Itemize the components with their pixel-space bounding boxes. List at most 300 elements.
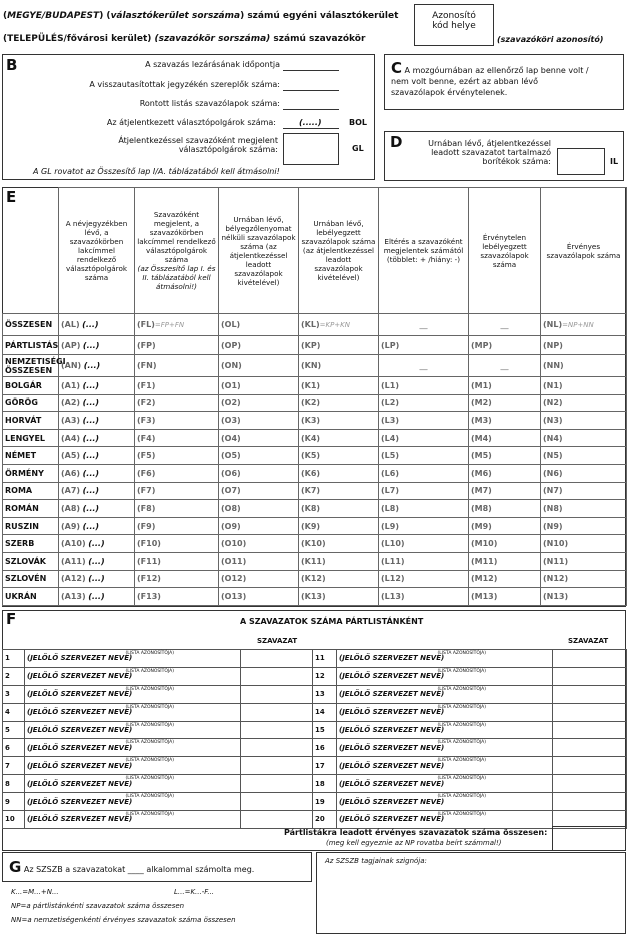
f-votes-cell[interactable] [553,757,627,775]
e-row-label-text: RUSZIN [5,521,39,531]
e-cell-code: (O9) [221,521,241,531]
f-list-id: (LISTA AZONOSÍTÓJA) [437,668,486,674]
d-label-1: Urnában lévő, átjelentkezéssel [428,139,551,148]
e-dash: __ [419,361,428,370]
e-row [3,517,627,535]
b-spoiled-field[interactable] [283,109,339,110]
e-cell[interactable] [59,377,135,395]
e-cell[interactable] [469,500,541,518]
e-cell-code: (M5) [471,451,492,461]
e-cell[interactable] [379,500,469,518]
e-row [3,412,627,430]
e-cell[interactable] [469,535,541,553]
e-cell[interactable] [541,464,627,482]
e-cell[interactable] [379,535,469,553]
e-cell[interactable] [135,447,219,465]
szavazokori-azonosito: (szavazóköri azonosító) [497,35,604,44]
b-gl-field[interactable] [283,133,339,165]
e-cell[interactable] [469,552,541,570]
e-cell-code: (M1) [471,380,492,390]
e-cell[interactable] [541,429,627,447]
f-votes-cell[interactable] [553,739,627,757]
b-gl-label-1: Átjelentkezéssel szavazóként megjelent [118,136,278,145]
e-cell[interactable] [135,336,219,355]
d-il-field[interactable] [557,148,605,175]
e-cell[interactable] [469,570,541,588]
e-cell[interactable] [379,336,469,355]
e-cell[interactable] [59,535,135,553]
e-cell[interactable] [541,588,627,606]
e-cell[interactable] [469,394,541,412]
e-cell[interactable] [541,336,627,355]
f-row-number [313,667,337,685]
e-cell[interactable] [469,517,541,535]
e-cell[interactable] [135,500,219,518]
f-row-number-text: 18 [315,779,325,788]
e-cell-code: (A3) [61,415,81,425]
e-row [3,464,627,482]
f-org-cell[interactable] [25,685,241,703]
e-cell-code: (KL) [301,320,320,329]
f-votes-cell[interactable] [553,775,627,793]
f-org-name: (JELÖLŐ SZERVEZET NEVE) [27,654,133,663]
e-cell[interactable] [219,588,299,606]
f-row-number [313,757,337,775]
e-cell[interactable] [299,336,379,355]
b-spoiled-label: Rontott listás szavazólapok száma: [139,99,280,108]
e-cell-code: (A10) [61,539,86,549]
e-cell-code: (K9) [301,521,321,531]
e-row-label-text: NÉMET [5,451,37,461]
f-list-id: (LISTA AZONOSÍTÓJA) [125,794,174,800]
f-org-cell[interactable] [25,739,241,757]
e-cell-code: (O13) [221,591,247,601]
e-row-label-text: PÁRTLISTÁS [5,340,59,350]
e-cell[interactable] [135,394,219,412]
e-cell[interactable] [469,336,541,355]
e-cell-dash [469,314,541,336]
e-cell[interactable] [59,552,135,570]
f-org-cell[interactable] [25,775,241,793]
f-votes-cell[interactable] [553,685,627,703]
e-row-label [3,570,59,588]
b-rejected-field[interactable] [283,90,339,91]
f-votes-cell[interactable] [553,667,627,685]
e-cell[interactable] [469,447,541,465]
e-cell-code: (M2) [471,398,492,408]
e-cell[interactable] [219,517,299,535]
e-cell[interactable] [299,500,379,518]
f-party-row [3,650,313,668]
f-org-cell[interactable] [337,721,553,739]
e-cell[interactable] [219,429,299,447]
e-cell[interactable] [135,314,219,336]
e-cell-dots[interactable]: (...) [82,433,100,443]
e-cell-dots[interactable]: (...) [88,591,105,601]
f-org-cell[interactable] [337,757,553,775]
e-cell-dash [379,314,469,336]
f-total-note: (meg kell egyeznie az NP rovatba beírt számmal!) [326,839,502,847]
f-votes-cell[interactable] [241,721,313,739]
f-org-cell[interactable] [25,703,241,721]
e-row-label-text: GÖRÖG [5,398,38,408]
f-votes-cell[interactable] [553,721,627,739]
e-cell[interactable] [469,482,541,500]
f-votes-cell[interactable] [241,703,313,721]
e-cell[interactable] [59,570,135,588]
e-cell[interactable] [135,570,219,588]
f-list-id: (LISTA AZONOSÍTÓJA) [125,740,174,746]
e-cell-code: (O6) [221,468,241,478]
e-cell-code: (A8) [61,503,81,513]
f-votes-cell[interactable] [241,757,313,775]
e-cell-formula: =NP+NN [562,321,594,329]
f-org-cell[interactable] [337,667,553,685]
e-cell[interactable] [469,588,541,606]
e-cell-code: (L13) [381,591,405,601]
e-cell[interactable] [379,377,469,395]
e-cell[interactable] [379,394,469,412]
e-row-label [3,552,59,570]
e-row [3,500,627,518]
f-list-id: (LISTA AZONOSÍTÓJA) [125,722,174,728]
e-cell[interactable] [541,500,627,518]
e-cell[interactable] [379,517,469,535]
f-row-number-text: 20 [315,815,325,824]
f-row-number-text: 3 [5,690,10,699]
e-cell-dots[interactable]: (...) [83,361,101,370]
f-row-number-text: 7 [5,761,10,770]
e-cell-code: (FP) [137,340,156,350]
f-votes-cell[interactable] [241,775,313,793]
e-cell[interactable] [541,377,627,395]
e-cell[interactable] [59,588,135,606]
f-list-id: (LISTA AZONOSÍTÓJA) [437,758,486,764]
e-cell[interactable] [469,429,541,447]
e-cell-code: (M10) [471,539,498,549]
f-list-id: (LISTA AZONOSÍTÓJA) [437,651,486,656]
e-cell-code: (KN) [301,361,322,370]
e-cell[interactable] [135,412,219,430]
f-org-name: (JELÖLŐ SZERVEZET NEVE) [339,779,445,788]
e-cell[interactable] [135,464,219,482]
e-row-label [3,517,59,535]
f-org-cell[interactable] [337,775,553,793]
f-org-cell[interactable] [25,757,241,775]
e-cell-dots[interactable]: (...) [82,486,100,496]
f-row-number [313,721,337,739]
e-cell-code: (N11) [543,556,569,566]
f-votes-cell[interactable] [241,811,313,829]
e-cell[interactable] [541,535,627,553]
f-votes-cell[interactable] [241,667,313,685]
f-row-number-text: 6 [5,743,10,752]
f-org-cell[interactable] [337,811,553,829]
g-formula-np: NP=a pártlistánkénti szavazatok száma összesen [11,902,185,910]
e-cell[interactable] [135,552,219,570]
b-gl-label-2: választópolgárok száma: [178,145,278,154]
f-list-id: (LISTA AZONOSÍTÓJA) [125,758,174,764]
f-votes-cell[interactable] [553,650,627,668]
e-cell[interactable] [59,500,135,518]
e-dash: __ [500,320,509,329]
d-code-il: IL [610,157,619,166]
e-cell-code: (M4) [471,433,492,443]
f-org-cell[interactable] [337,739,553,757]
f-votes-cell[interactable] [553,703,627,721]
f-list-id: (LISTA AZONOSÍTÓJA) [437,686,486,692]
e-cell[interactable] [219,464,299,482]
e-cell-code: (L3) [381,415,399,425]
b-transferred-field[interactable]: (.....) [299,118,322,127]
e-cell[interactable] [219,336,299,355]
e-cell[interactable] [135,482,219,500]
e-cell-dots[interactable]: (...) [82,503,100,513]
e-cell-dots[interactable]: (...) [88,556,105,566]
e-cell-code: (A13) [61,591,86,601]
e-cell[interactable] [379,447,469,465]
e-cell-dots[interactable]: (...) [82,451,100,461]
id-box-line-1: Azonosító [432,11,476,21]
section-g [2,852,312,882]
f-org-name: (JELÖLŐ SZERVEZET NEVE) [339,815,445,824]
e-cell[interactable] [541,570,627,588]
e-cell[interactable] [541,355,627,377]
e-cell[interactable] [299,394,379,412]
b-gl-label [118,136,278,154]
e-cell[interactable] [59,429,135,447]
e-cell-dots[interactable]: (...) [82,521,100,531]
f-row-number [3,703,25,721]
e-cell-code: (O2) [221,398,241,408]
e-cell[interactable] [219,500,299,518]
f-votes-cell[interactable] [553,793,627,811]
e-cell[interactable] [299,535,379,553]
e-cell[interactable] [299,447,379,465]
e-cell[interactable] [59,336,135,355]
f-org-cell[interactable] [337,650,553,668]
f-votes-cell[interactable] [241,650,313,668]
section-c [384,54,624,110]
e-row-label-text: UKRÁN [5,591,37,601]
e-cell[interactable] [299,429,379,447]
e-cell[interactable] [219,552,299,570]
e-cell-code: (O10) [221,539,247,549]
e-cell[interactable] [219,447,299,465]
e-row-label [3,394,59,412]
e-cell[interactable] [219,412,299,430]
f-org-name: (JELÖLŐ SZERVEZET NEVE) [27,726,133,734]
e-cell[interactable] [469,377,541,395]
e-cell-dots[interactable]: (...) [82,340,100,350]
f-row-number [3,721,25,739]
e-cell[interactable] [299,588,379,606]
e-cell[interactable] [541,552,627,570]
f-col-header-right: SZAVAZAT [568,637,609,645]
e-row-label-text: HORVÁT [5,415,42,425]
f-org-name: (JELÖLŐ SZERVEZET NEVE) [339,690,445,699]
e-cell[interactable] [299,552,379,570]
e-cell[interactable] [541,517,627,535]
e-table [2,187,627,606]
e-row-label [3,588,59,606]
e-cell[interactable] [219,314,299,336]
e-cell-dots[interactable]: (...) [82,398,100,408]
e-cell[interactable] [469,464,541,482]
c-text-2: nem volt benne, ezért az abban lévő [391,77,539,86]
f-row-number-text: 15 [315,726,325,734]
g-formula-l: L...=K...-F... [174,888,215,896]
e-cell-code: (M11) [471,556,498,566]
e-cell[interactable] [299,570,379,588]
e-cell[interactable] [541,482,627,500]
section-e-letter: E [6,188,17,206]
e-row-label [3,482,59,500]
e-cell[interactable] [299,482,379,500]
e-cell[interactable] [379,482,469,500]
f-org-cell[interactable] [25,650,241,668]
e-cell[interactable] [59,355,135,377]
f-party-row [313,739,627,757]
e-cell-code: (M13) [471,591,498,601]
e-cell[interactable] [219,535,299,553]
f-total-field[interactable] [552,826,626,851]
e-cell[interactable] [135,377,219,395]
e-dash: __ [500,361,509,370]
e-cell[interactable] [135,355,219,377]
e-cell-code: (OL) [221,320,241,329]
e-cell[interactable] [299,412,379,430]
e-cell[interactable] [379,588,469,606]
e-cell[interactable] [541,394,627,412]
e-cell[interactable] [219,355,299,377]
f-org-cell[interactable] [337,703,553,721]
e-cell[interactable] [299,314,379,336]
f-org-name: (JELÖLŐ SZERVEZET NEVE) [27,708,133,717]
e-cell[interactable] [59,412,135,430]
f-org-cell[interactable] [25,811,241,829]
e-cell-dots[interactable]: (...) [88,539,105,549]
f-list-id: (LISTA AZONOSÍTÓJA) [437,740,486,746]
e-cell[interactable] [219,394,299,412]
e-cell[interactable] [59,447,135,465]
e-cell[interactable] [379,552,469,570]
f-org-cell[interactable] [25,667,241,685]
e-cell[interactable] [379,570,469,588]
f-row-number-text: 17 [315,761,325,770]
f-party-row [313,793,627,811]
e-cell-code: (F4) [137,433,156,443]
f-votes-cell[interactable] [241,793,313,811]
f-votes-cell[interactable] [241,685,313,703]
signature-box[interactable] [316,852,626,934]
e-cell[interactable] [299,464,379,482]
e-cell-dots[interactable]: (...) [88,574,105,584]
e-row [3,552,627,570]
e-cell-code: (AL) [61,320,80,329]
e-header-a: A névjegyzékben lévő, a szavazókörben lakcímmel rendelkező választópolgárok száma [59,188,135,314]
e-cell[interactable] [219,377,299,395]
e-cell[interactable] [135,429,219,447]
e-header-row [3,188,627,314]
b-closing-time-field[interactable] [283,70,339,71]
e-cell[interactable] [219,482,299,500]
e-row-label [3,429,59,447]
f-org-cell[interactable] [337,793,553,811]
f-list-id: (LISTA AZONOSÍTÓJA) [437,794,486,800]
f-row-number [313,793,337,811]
e-cell-code: (M6) [471,468,492,478]
f-org-name: (JELÖLŐ SZERVEZET NEVE) [339,672,445,681]
e-cell-code: (N13) [543,591,569,601]
f-list-id: (LISTA AZONOSÍTÓJA) [437,704,486,710]
e-cell[interactable] [59,482,135,500]
e-cell[interactable] [135,535,219,553]
f-party-row [3,775,313,793]
e-cell-code: (LP) [381,340,400,350]
e-cell-dots[interactable]: (...) [82,468,100,478]
f-party-row [3,757,313,775]
f-votes-cell[interactable] [241,739,313,757]
e-cell[interactable] [541,314,627,336]
e-cell[interactable] [299,377,379,395]
e-row [3,588,627,606]
e-cell[interactable] [59,517,135,535]
e-cell[interactable] [469,412,541,430]
f-org-cell[interactable] [25,721,241,739]
e-cell[interactable] [59,464,135,482]
e-cell-code: (K2) [301,398,321,408]
e-cell-code: (O12) [221,574,247,584]
e-cell[interactable] [219,570,299,588]
e-cell[interactable] [379,429,469,447]
e-cell[interactable] [379,464,469,482]
e-header-l: Eltérés a szavazóként megjelentek számától (többlet: + /hiány: -) [379,188,469,314]
e-cell-code: (N5) [543,451,563,461]
e-cell-code: (A5) [61,451,81,461]
f-org-cell[interactable] [337,685,553,703]
f-row-number [3,650,25,668]
f-party-row [3,811,313,829]
e-cell[interactable] [135,588,219,606]
f-row-number-text: 11 [315,654,325,663]
e-cell[interactable] [379,412,469,430]
e-cell[interactable] [59,394,135,412]
f-list-id: (LISTA AZONOSÍTÓJA) [125,651,174,656]
e-cell-code: (K1) [301,380,321,390]
id-box-line-2: kód helye [432,21,476,31]
e-cell-code: (A12) [61,574,86,584]
e-cell[interactable] [541,412,627,430]
e-cell[interactable] [59,314,135,336]
f-row-number [3,793,25,811]
e-cell-dots[interactable]: (...) [82,320,99,329]
f-org-cell[interactable] [25,793,241,811]
e-cell-dots[interactable]: (...) [82,415,100,425]
f-row-number [3,811,25,829]
e-cell[interactable] [299,517,379,535]
e-cell-code: (AN) [61,361,82,370]
e-cell-code: (K7) [301,486,321,496]
id-code-box[interactable] [414,4,494,46]
e-cell[interactable] [299,355,379,377]
e-cell[interactable] [135,517,219,535]
e-cell[interactable] [541,447,627,465]
f-list-id: (LISTA AZONOSÍTÓJA) [437,776,486,782]
b-transferred-underline [283,128,339,129]
e-cell-dots[interactable]: (...) [82,380,100,390]
g-text [9,858,254,876]
